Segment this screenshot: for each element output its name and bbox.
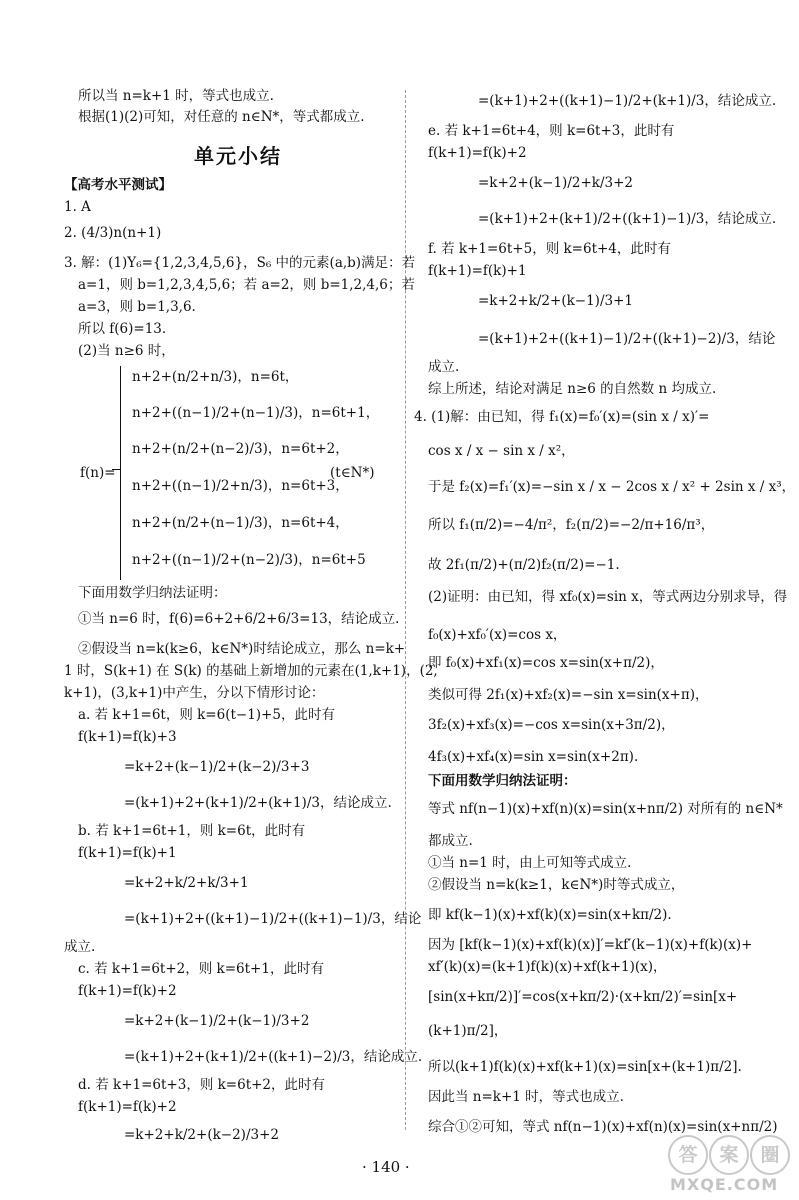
- text-line: 都成立.: [428, 833, 473, 849]
- text-line: (2)当 n≥6 时，: [78, 343, 175, 359]
- piecewise-case: n+2+((n−1)/2+n/3)，n=6t+3，: [132, 478, 349, 494]
- text-line: =(k+1)+2+(k+1)/2+((k+1)−2)/3，结论成立.: [124, 1049, 423, 1065]
- text-line: =k+2+(k−1)/2+(k−1)/3+2: [124, 1013, 310, 1029]
- text-line: =(k+1)+2+((k+1)−1)/2+((k+1)−1)/3，结论: [124, 911, 422, 927]
- text-line: 即 f₀(x)+xf₁(x)=cos x=sin(x+π/2)，: [428, 655, 664, 671]
- text-line: 1 时，S(k+1) 在 S(k) 的基础上新增加的元素在(1,k+1)，(2,: [64, 663, 438, 679]
- text-line: 故 2f₁(π/2)+(π/2)f₂(π/2)=−1.: [428, 557, 620, 573]
- watermark-logo: [666, 1135, 792, 1197]
- text-line: =(k+1)+2+((k+1)−1)/2+(k+1)/3，结论成立.: [478, 93, 777, 109]
- text-line: 所以(k+1)f(k)(x)+xf(k+1)(x)=sin[x+(k+1)π/2].: [428, 1059, 742, 1075]
- text-line: 因为 [kf(k−1)(x)+xf(k)(x)]′=kf′(k−1)(x)+f(k)(x)+: [428, 937, 753, 953]
- text-line: f(k+1)=f(k)+2: [78, 983, 177, 999]
- text-line: ①当 n=6 时，f(6)=6+2+6/2+6/3=13，结论成立.: [78, 611, 400, 627]
- text-line: ②假设当 n=k(k≥6，k∈N*)时结论成立，那么 n=k+: [78, 641, 406, 657]
- text-line: cos x / x − sin x / x²，: [428, 443, 575, 459]
- text-line: =(k+1)+2+((k+1)−1)/2+((k+1)−2)/3，结论: [478, 331, 776, 347]
- section-label: 【高考水平测试】: [64, 177, 172, 193]
- text-line: 3f₂(x)+xf₃(x)=−cos x=sin(x+3π/2)，: [428, 717, 675, 733]
- text-line: 即 kf(k−1)(x)+xf(k)(x)=sin(x+kπ/2).: [428, 907, 672, 923]
- text-line: =k+2+k/2+(k−2)/3+2: [124, 1127, 279, 1143]
- text-line: =k+2+(k−1)/2+(k−2)/3+3: [124, 759, 310, 775]
- text-line: 成立.: [428, 359, 460, 375]
- case-heading: e. 若 k+1=6t+4，则 k=6t+3，此时有: [428, 123, 675, 139]
- text-line: a=1，则 b=1,2,3,4,5,6；若 a=2，则 b=1,2,4,6；若: [78, 277, 415, 293]
- text-line: 综上所述，结论对满足 n≥6 的自然数 n 均成立.: [428, 381, 717, 397]
- page-title: 单元小结: [194, 144, 282, 168]
- text-line: f(k+1)=f(k)+1: [78, 845, 177, 861]
- section-heading: 下面用数学归纳法证明：: [428, 773, 577, 789]
- text-line: f(k+1)=f(k)+2: [428, 145, 527, 161]
- case-heading: b. 若 k+1=6t+1，则 k=6t，此时有: [78, 823, 306, 839]
- text-line: =k+2+k/2+(k−1)/3+1: [478, 293, 633, 309]
- text-line: [sin(x+kπ/2)]′=cos(x+kπ/2)·(x+kπ/2)′=sin[x+: [428, 989, 738, 1005]
- text-line: xf′(k)(x)=(k+1)f(k)(x)+xf(k+1)(x)，: [428, 959, 667, 975]
- watermark-url: MXQE.COM: [670, 1175, 779, 1194]
- text-line: =k+2+(k−1)/2+k/3+2: [478, 175, 633, 191]
- text-line: 4f₃(x)+xf₄(x)=sin x=sin(x+2π).: [428, 749, 639, 765]
- text-line: =(k+1)+2+(k+1)/2+((k+1)−1)/3，结论成立.: [478, 211, 777, 227]
- text-line: 类似可得 2f₁(x)+xf₂(x)=−sin x=sin(x+π)，: [428, 687, 709, 703]
- text-line: 等式 nf(n−1)(x)+xf(n)(x)=sin(x+nπ/2) 对所有的 n∈N*: [428, 801, 783, 817]
- piecewise-case: n+2+((n−1)/2+(n−1)/3)，n=6t+1，: [132, 405, 380, 421]
- case-heading: f. 若 k+1=6t+5，则 k=6t+4，此时有: [428, 241, 671, 257]
- text-line: 因此当 n=k+1 时，等式也成立.: [428, 1089, 624, 1105]
- text-line: 所以当 n=k+1 时，等式也成立.: [78, 88, 274, 104]
- case-heading: a. 若 k+1=6t，则 k=6(t−1)+5，此时有: [78, 707, 335, 723]
- watermark-glyph: 圈: [750, 1135, 790, 1175]
- text-line: f(k+1)=f(k)+1: [428, 263, 527, 279]
- column-divider: [405, 90, 406, 1130]
- text-line: f(k+1)=f(k)+2: [78, 1099, 177, 1115]
- text-line: f(k+1)=f(k)+3: [78, 729, 177, 745]
- text-line: (k+1)π/2]，: [428, 1023, 508, 1039]
- piecewise-domain: (t∈N*): [330, 465, 375, 481]
- piecewise-case: n+2+(n/2+(n−1)/3)，n=6t+4，: [132, 515, 349, 531]
- piecewise-case: n+2+(n/2+(n−2)/3)，n=6t+2，: [132, 441, 349, 457]
- text-line: 综合①②可知，等式 nf(n−1)(x)+xf(n)(x)=sin(x+nπ/2): [428, 1119, 778, 1135]
- piecewise-lhs: f(n)=: [80, 465, 116, 481]
- text-line: ②假设当 n=k(k≥1，k∈N*)时等式成立，: [428, 877, 685, 893]
- text-line: a=3，则 b=1,3,6.: [78, 299, 196, 315]
- text-line: =k+2+k/2+k/3+1: [124, 875, 249, 891]
- piecewise-case: n+2+((n−1)/2+(n−2)/3)，n=6t+5: [132, 552, 366, 568]
- page-number: · 140 ·: [362, 1158, 410, 1176]
- piecewise-case: n+2+(n/2+n/3)，n=6t，: [132, 369, 299, 385]
- brace-icon: [120, 366, 129, 580]
- case-heading: d. 若 k+1=6t+3，则 k=6t+2，此时有: [78, 1077, 326, 1093]
- text-line: 所以 f₁(π/2)=−4/π²，f₂(π/2)=−2/π+16/π³，: [428, 517, 715, 533]
- answer-1: 1. A: [64, 199, 91, 215]
- text-line: 3. 解：(1)Y₆={1,2,3,4,5,6}，S₆ 中的元素(a,b)满足：若: [64, 255, 416, 271]
- text-line: (2)证明：由已知，得 xf₀(x)=sin x，等式两边分别求导，得: [428, 589, 788, 605]
- text-line: f₀(x)+xf₀′(x)=cos x，: [428, 627, 567, 643]
- text-line: 于是 f₂(x)=f₁′(x)=−sin x / x − 2cos x / x² + 2sin x / x³，: [428, 479, 796, 495]
- text-line: 所以 f(6)=13.: [78, 321, 167, 337]
- text-line: 成立.: [64, 939, 96, 955]
- answer-2: 2. (4/3)n(n+1): [64, 225, 162, 241]
- text-line: 4. (1)解：由已知，得 f₁(x)=f₀′(x)=(sin x / x)′=: [414, 409, 710, 425]
- watermark-glyph: 答: [668, 1135, 708, 1175]
- text-line: k+1)，(3,k+1)中产生，分以下情形讨论：: [64, 685, 325, 701]
- text-line: 下面用数学归纳法证明：: [78, 585, 227, 601]
- text-line: 根据(1)(2)可知，对任意的 n∈N*，等式都成立.: [78, 109, 365, 125]
- text-line: =(k+1)+2+(k+1)/2+(k+1)/3，结论成立.: [124, 795, 392, 811]
- case-heading: c. 若 k+1=6t+2，则 k=6t+1，此时有: [78, 961, 324, 977]
- text-line: ①当 n=1 时，由上可知等式成立.: [428, 855, 632, 871]
- watermark-glyph: 案: [709, 1135, 749, 1175]
